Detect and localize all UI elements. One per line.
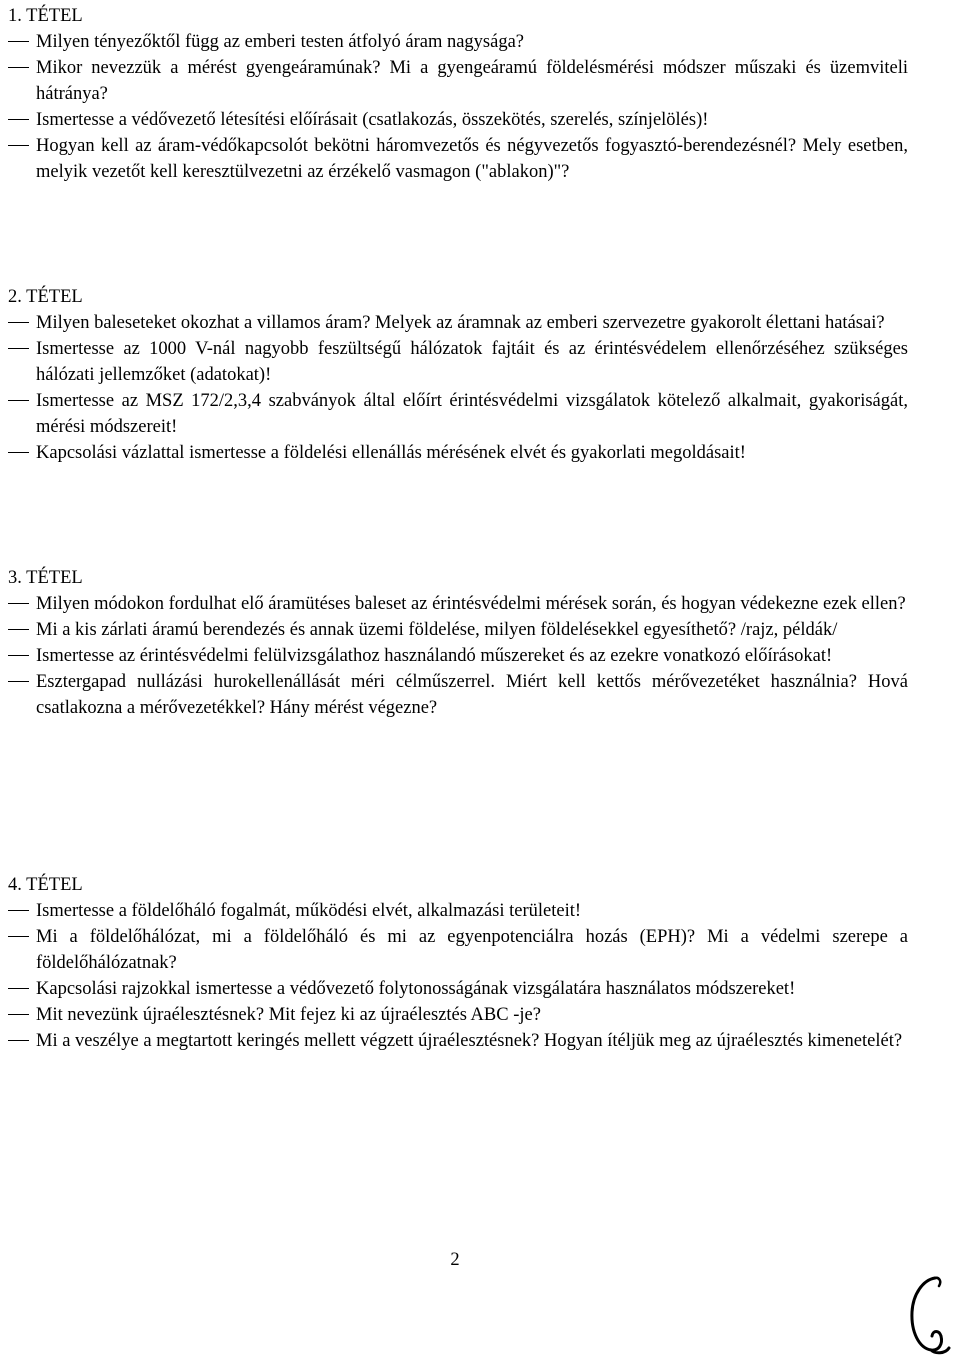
question-text: Ismertesse az MSZ 172/2,3,4 szabványok által előírt érintésvédelmi vizsgálatok kötelező alkalmait, gyakoriságát, mérési módszereit! (36, 391, 908, 437)
question-text: Ismertesse az érintésvédelmi felülvizsgálathoz használandó műszereket és az ezekre vonatkozó előírásokat! (36, 646, 833, 666)
handwritten-signature (905, 1272, 953, 1356)
dash-bullet (8, 681, 29, 682)
question-text: Kapcsolási rajzokkal ismertesse a védővezető folytonosságának vizsgálatára használatos módszereket! (36, 979, 796, 999)
question-text: Mit nevezünk újraélesztésnek? Mit fejez ki az újraélesztés ABC -je? (36, 1005, 541, 1025)
page-number: 2 (450, 1250, 460, 1270)
question-item (8, 133, 908, 185)
question-text: Esztergapad nullázási hurokellenállását méri célműszerrel. Miért kell kettős mérővezetéket használnia? Hová csatlakozna a mérővezetékkel? Hány mérést végezne? (36, 672, 908, 718)
question-item (8, 898, 908, 924)
dash-bullet (8, 936, 29, 937)
question-text: Milyen baleseteket okozhat a villamos áram? Melyek az áramnak az emberi szervezetre gyakorolt élettani hatásai? (36, 313, 885, 333)
dash-bullet (8, 119, 29, 120)
dash-bullet (8, 988, 29, 989)
question-text: Milyen módokon fordulhat elő áramütéses baleset az érintésvédelmi mérések során, és hogyan védekezne ezek ellen? (36, 594, 906, 614)
dash-bullet (8, 322, 29, 323)
question-text: Ismertesse az 1000 V-nál nagyobb feszültségű hálózatok fajtáit és az érintésvédelem ellenőrzéséhez szükséges hálózati jellemzőket (adatokat)! (36, 339, 908, 385)
question-text: Mi a kis zárlati áramú berendezés és annak üzemi földelése, milyen földelésekkel egyesíthető? /rajz, példák/ (36, 620, 838, 640)
section-heading: 3. TÉTEL (8, 568, 83, 588)
question-text: Mi a veszélye a megtartott keringés mellett végzett újraélesztésnek? Hogyan ítéljük meg az újraélesztés kimenetelét? (36, 1031, 903, 1051)
section-2 (8, 284, 908, 466)
dash-bullet (8, 1014, 29, 1015)
question-item (8, 591, 908, 617)
question-item (8, 669, 908, 721)
dash-bullet (8, 452, 29, 453)
question-text: Ismertesse a védővezető létesítési előírásait (csatlakozás, összekötés, szerelés, színjelölés)! (36, 110, 709, 130)
question-item (8, 440, 908, 466)
dash-bullet (8, 348, 29, 349)
question-item (8, 388, 908, 440)
section-heading: 1. TÉTEL (8, 6, 83, 26)
question-text: Hogyan kell az áram-védőkapcsolót bekötni háromvezetős és négyvezetős fogyasztó-berendezésnél? Mely esetben, melyik vezetőt kell keresztülvezetni az érzékelő vasmagon ("ablakon)"? (36, 136, 908, 182)
question-text: Mi a földelőhálózat, mi a földelőháló és mi az egyenpotenciálra hozás (EPH)? Mi a védelmi szerepe a földelőhálózatnak? (36, 927, 908, 973)
question-item (8, 336, 908, 388)
section-3 (8, 565, 908, 721)
question-item (8, 55, 908, 107)
question-item (8, 643, 908, 669)
section-4 (8, 872, 908, 1054)
question-item (8, 29, 908, 55)
question-text: Kapcsolási vázlattal ismertesse a földelési ellenállás mérésének elvét és gyakorlati megoldásait! (36, 443, 746, 463)
question-text: Ismertesse a földelőháló fogalmát, működési elvét, alkalmazási területeit! (36, 901, 582, 921)
question-item (8, 924, 908, 976)
dash-bullet (8, 603, 29, 604)
dash-bullet (8, 400, 29, 401)
question-item (8, 310, 908, 336)
dash-bullet (8, 655, 29, 656)
section-heading: 4. TÉTEL (8, 875, 83, 895)
question-item (8, 107, 908, 133)
question-item (8, 617, 908, 643)
question-item (8, 1028, 908, 1054)
dash-bullet (8, 67, 29, 68)
dash-bullet (8, 910, 29, 911)
dash-bullet (8, 145, 29, 146)
section-heading: 2. TÉTEL (8, 287, 83, 307)
question-text: Milyen tényezőktől függ az emberi testen átfolyó áram nagysága? (36, 32, 525, 52)
dash-bullet (8, 629, 29, 630)
dash-bullet (8, 1040, 29, 1041)
dash-bullet (8, 41, 29, 42)
section-1 (8, 3, 908, 185)
question-text: Mikor nevezzük a mérést gyengeáramúnak? Mi a gyengeáramú földelésmérési módszer műszaki és üzemviteli hátránya? (36, 58, 908, 104)
question-item (8, 976, 908, 1002)
question-item (8, 1002, 908, 1028)
